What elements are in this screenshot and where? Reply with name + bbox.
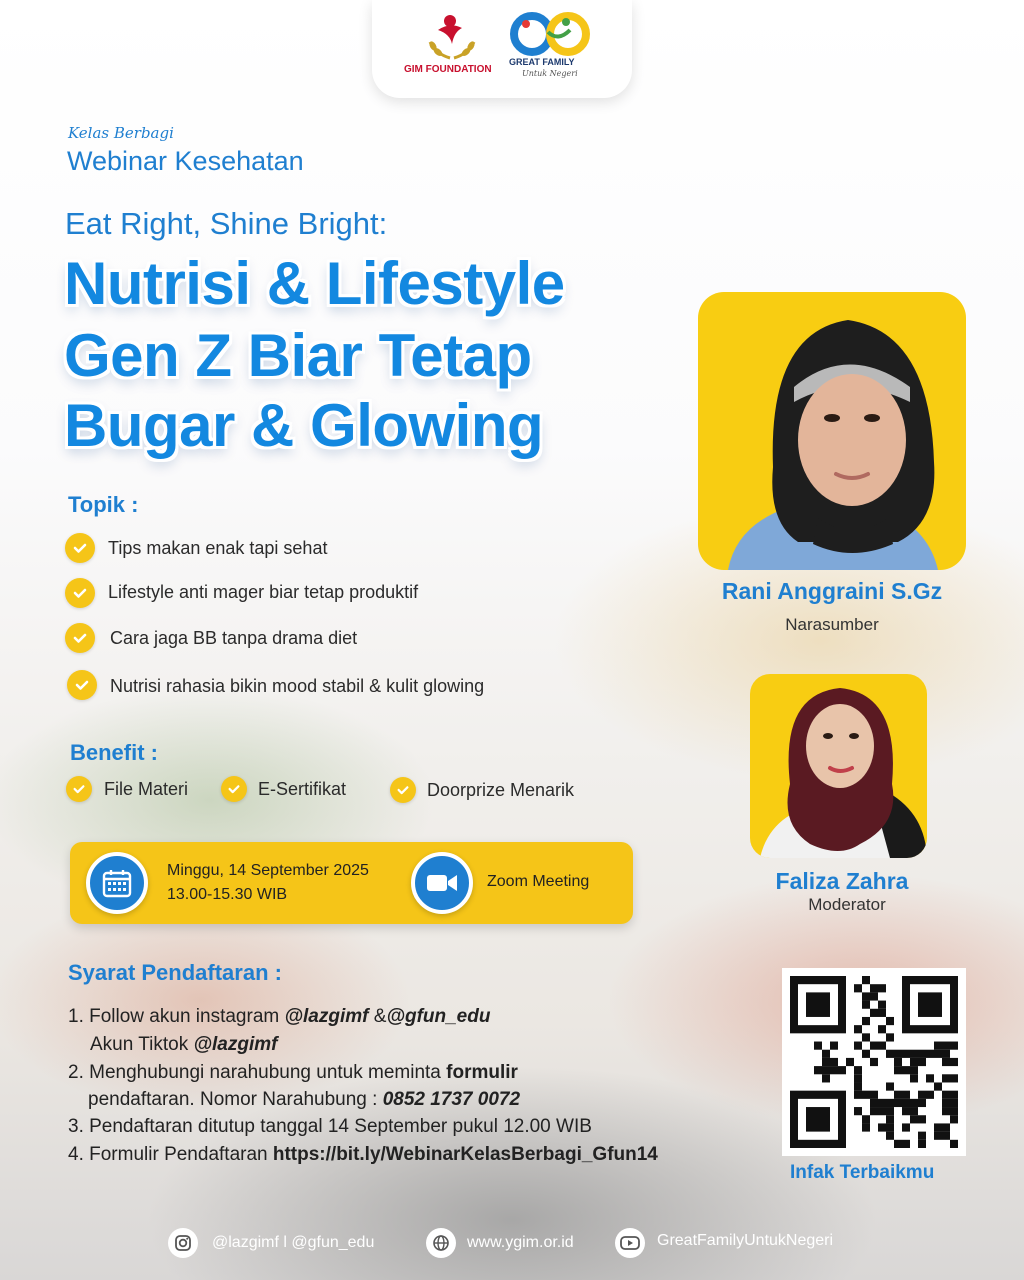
benefit-item: File Materi	[104, 779, 189, 799]
globe-icon[interactable]	[426, 1228, 456, 1258]
syarat-item-2b: pendaftaran. Nomor Narahubung : 0852 1737 0072	[88, 1089, 521, 1110]
topik-item: Lifestyle anti mager biar tetap produktif	[108, 582, 419, 602]
great-family-logo	[508, 12, 594, 56]
topik-item: Tips makan enak tapi sehat	[108, 538, 328, 558]
topik-heading: Topik :	[68, 492, 139, 517]
check-icon	[66, 776, 92, 802]
footer-instagram[interactable]: @lazgimf l @gfun_edu	[212, 1234, 375, 1251]
syarat-item-4: 4. Formulir Pendaftaran https://bit.ly/WebinarKelasBerbagi_Gfun14	[68, 1144, 658, 1165]
check-icon	[390, 777, 416, 803]
speaker-photo-moderator	[750, 674, 927, 858]
speaker-role: Narasumber	[785, 615, 879, 634]
great-family-sublabel: Untuk Negeri	[522, 69, 578, 78]
instagram-handle: @gfun_edu	[386, 1006, 491, 1027]
check-icon	[65, 623, 95, 653]
benefit-heading: Benefit :	[70, 740, 158, 765]
title-line-2: Gen Z Biar Tetap	[64, 322, 532, 389]
webinar-label: Webinar Kesehatan	[67, 146, 304, 176]
benefit-item: E-Sertifikat	[258, 779, 347, 799]
qr-code-image	[790, 976, 958, 1148]
check-icon	[65, 533, 95, 563]
syarat-item-1: 1. Follow akun instagram @lazgimf &@gfun_edu	[68, 1006, 491, 1027]
gim-foundation-label: GIM FOUNDATION	[404, 64, 492, 75]
speaker-name: Rani Anggraini S.Gz	[721, 578, 943, 604]
topik-item: Nutrisi rahasia bikin mood stabil & kulit glowing	[110, 676, 485, 696]
syarat-item-1b: Akun Tiktok @lazgimf	[90, 1034, 278, 1055]
event-platform: Zoom Meeting	[487, 873, 590, 890]
check-icon	[67, 670, 97, 700]
syarat-item-3: 3. Pendaftaran ditutup tanggal 14 September pukul 12.00 WIB	[68, 1116, 592, 1137]
event-info-bar	[70, 842, 633, 924]
tagline: Eat Right, Shine Bright:	[65, 206, 388, 241]
footer-website[interactable]: www.ygim.or.id	[467, 1234, 574, 1251]
event-time: 13.00-15.30 WIB	[167, 886, 288, 903]
gim-foundation-logo	[424, 14, 480, 60]
speaker-photo-narasumber	[698, 292, 966, 570]
event-date: Minggu, 14 September 2025	[167, 862, 369, 879]
calendar-icon	[86, 852, 148, 914]
youtube-icon[interactable]	[615, 1228, 645, 1258]
qr-code[interactable]	[782, 968, 966, 1156]
qr-caption: Infak Terbaikmu	[790, 1162, 935, 1183]
topik-item: Cara jaga BB tanpa drama diet	[110, 628, 358, 648]
instagram-handle: @lazgimf	[284, 1006, 369, 1027]
kelas-berbagi-label: Kelas Berbagi	[68, 124, 174, 142]
instagram-icon[interactable]	[168, 1228, 198, 1258]
moderator-role: Moderator	[808, 895, 886, 914]
video-camera-icon	[411, 852, 473, 914]
title-line-3: Bugar & Glowing	[64, 392, 544, 459]
benefit-item: Doorprize Menarik	[427, 780, 575, 800]
registration-link[interactable]: https://bit.ly/WebinarKelasBerbagi_Gfun14	[272, 1144, 658, 1165]
check-icon	[221, 776, 247, 802]
great-family-label: GREAT FAMILY	[509, 57, 575, 67]
syarat-heading: Syarat Pendaftaran :	[68, 960, 282, 985]
check-icon	[65, 578, 95, 608]
moderator-name: Faliza Zahra	[775, 868, 909, 894]
syarat-item-2: 2. Menghubungi narahubung untuk meminta formulir	[68, 1062, 518, 1083]
tiktok-handle: @lazgimf	[193, 1034, 278, 1055]
contact-number: 0852 1737 0072	[382, 1089, 521, 1110]
title-line-1: Nutrisi & Lifestyle	[64, 250, 565, 317]
footer-youtube[interactable]: GreatFamilyUntukNegeri	[657, 1232, 834, 1249]
logo-header	[372, 0, 632, 98]
